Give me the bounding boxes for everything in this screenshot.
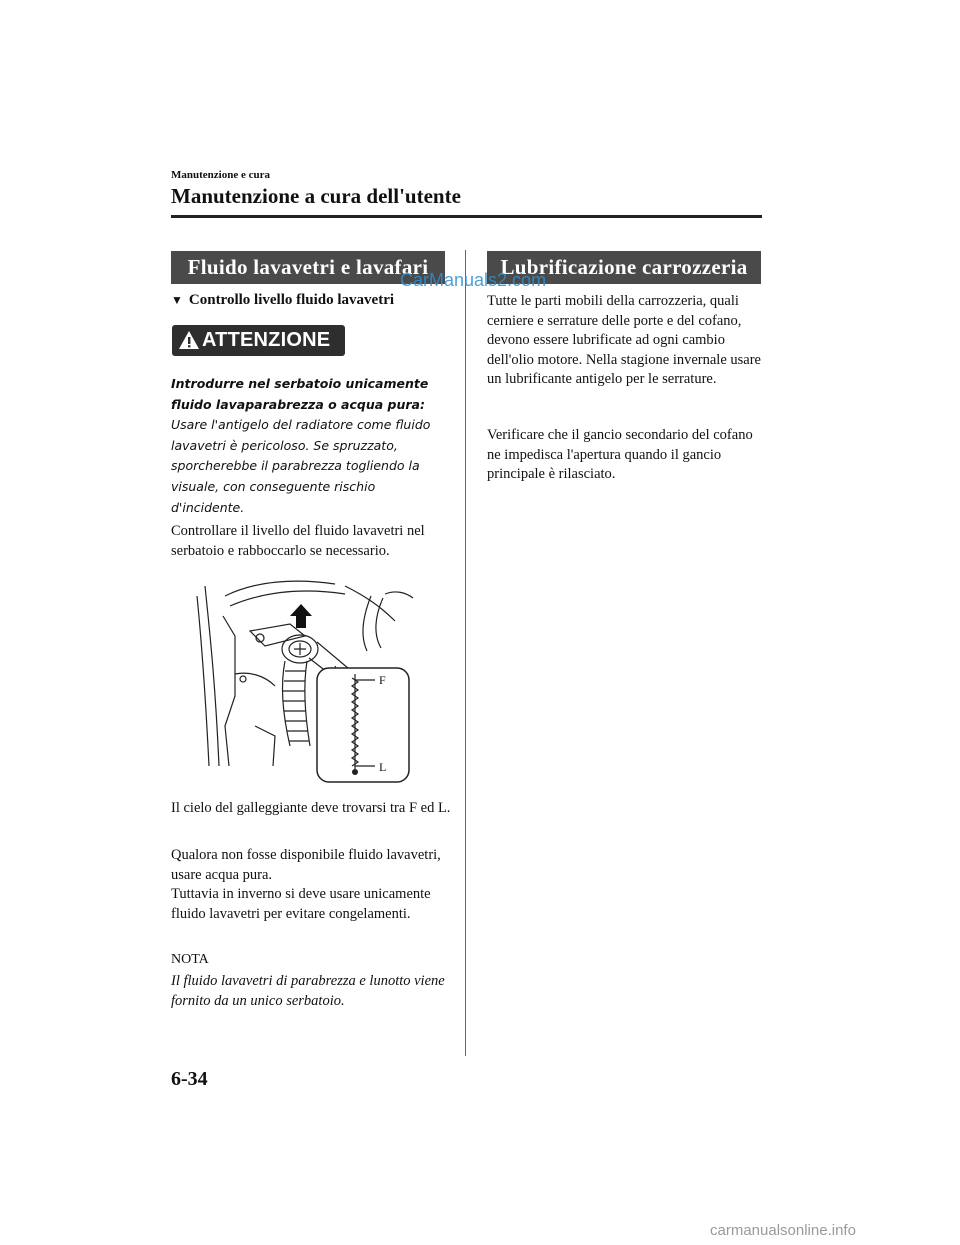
- watermark-top: CarManuals2.com: [400, 270, 547, 290]
- page-number: 6-34: [171, 1068, 208, 1090]
- subheading-text: Controllo livello fluido lavavetri: [188, 292, 395, 308]
- washer-reservoir-figure: [195, 576, 415, 786]
- header-section-label: Manutenzione e cura: [171, 169, 270, 181]
- paragraph-check-level: [171, 522, 461, 561]
- nota-body: Il fluido lavavetri di parabrezza e lunotto viene fornito da un unico serbatoio.: [171, 973, 445, 1009]
- page-title: Manutenzione a cura dell'utente: [171, 184, 461, 208]
- warning-label: ATTENZIONE: [202, 329, 331, 351]
- figure-label-l: L: [379, 760, 387, 774]
- column-divider: [465, 250, 466, 1056]
- warning-bold-text: Introdurre nel serbatoio unicamente fluido lavaparabrezza o acqua pura:: [171, 376, 429, 412]
- paragraph-hood-latch: Verificare che il gancio secondario del cofano ne impedisca l'apertura quando il gancio principale è rilasciato.: [487, 427, 753, 483]
- paragraph-text-1: Qualora non fosse disponibile fluido lavavetri, usare acqua pura.: [171, 847, 441, 883]
- warning-box: [172, 325, 345, 356]
- watermark-bottom: carmanualsonline.info: [710, 1222, 856, 1239]
- paragraph-text: Controllare il livello del fluido lavavetri nel serbatoio e rabboccarlo se necessario.: [171, 523, 425, 559]
- section-title-washer-fluid: Fluido lavavetri e lavafari: [171, 251, 445, 284]
- paragraph-text-2: Tuttavia in inverno si deve usare unicamente fluido lavavetri per evitare congelamenti.: [171, 886, 431, 922]
- paragraph-text: Il cielo del galleggiante deve trovarsi tra F ed L.: [171, 800, 451, 816]
- paragraph-winter-use: [171, 846, 456, 924]
- subheading: [171, 292, 394, 309]
- triangle-down-icon: ▼: [171, 293, 183, 307]
- paragraph-lubrication: Tutte le parti mobili della carrozzeria, quali cerniere e serrature delle porte e del cofano, devono essere lubrificate ad ogni cambio dell'olio motore. Nella stagione invernale usare un lubrificante antigelo per le serrature.: [487, 293, 761, 388]
- nota-label: NOTA: [171, 952, 209, 967]
- warning-text: Usare l'antigelo del radiatore come fluido lavavetri è pericoloso. Se spruzzato, sporcherebbe il parabrezza togliendo la visuale, con conseguente rischio d'incidente.: [171, 417, 431, 515]
- paragraph-float-level: [171, 799, 456, 819]
- warning-body: [171, 374, 451, 518]
- figure-label-f: F: [379, 673, 386, 687]
- section-title-body-lubrication: Lubrificazione carrozzeria: [487, 251, 761, 284]
- warning-icon: [178, 330, 200, 350]
- header-rule: [171, 215, 762, 218]
